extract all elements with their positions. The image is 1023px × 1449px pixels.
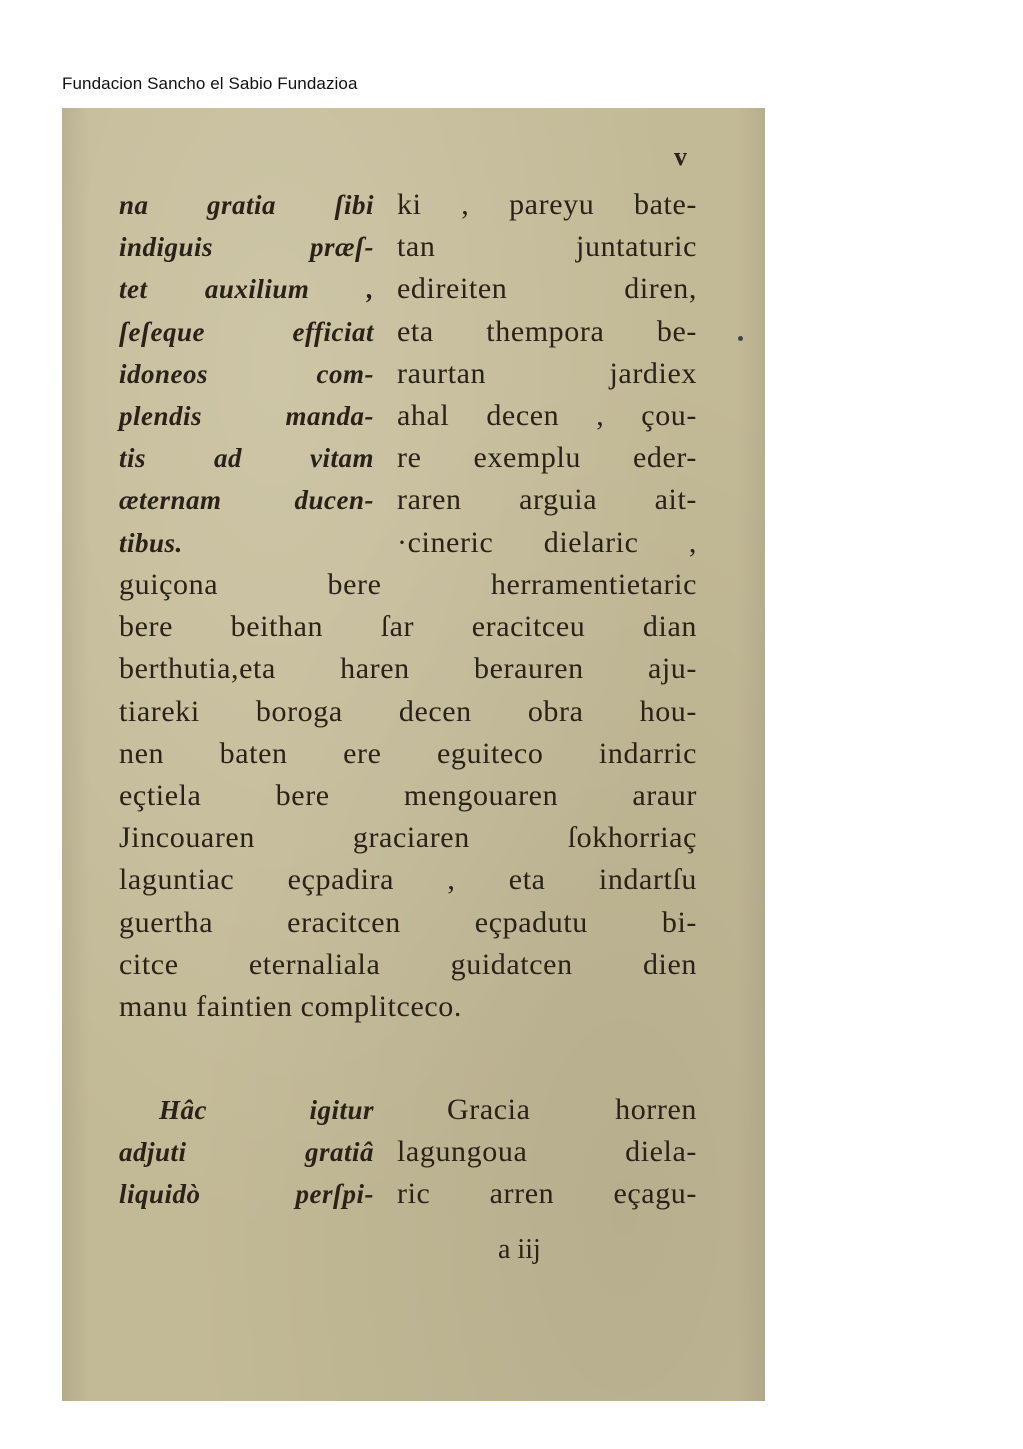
latin-line: idoneos com- bbox=[119, 358, 374, 389]
basque-column-bottom bbox=[397, 1089, 697, 1216]
latin-line: tis ad vitam bbox=[119, 443, 374, 474]
basque-line: eta thempora be- bbox=[397, 314, 697, 348]
latin-line: tet auxilium , bbox=[119, 274, 374, 305]
basque-line: laguntiac eçpadira , eta indartſu bbox=[119, 863, 697, 897]
basque-line: ·cineric dielaric , bbox=[397, 525, 697, 559]
basque-line: ahal decen , çou- bbox=[397, 398, 697, 432]
basque-line: raren arguia ait- bbox=[397, 483, 697, 517]
latin-column-bottom bbox=[119, 1089, 374, 1216]
basque-line: nen baten ere eguiteco indarric bbox=[119, 736, 697, 770]
latin-line: tibus. bbox=[119, 527, 183, 558]
source-header: Fundacion Sancho el Sabio Fundazioa bbox=[62, 74, 358, 93]
basque-line: guiçona bere herramentietaric bbox=[119, 568, 697, 601]
basque-line: lagungoua diela- bbox=[397, 1135, 697, 1169]
basque-line: re exemplu eder- bbox=[397, 441, 697, 475]
basque-line: guertha eracitcen eçpadutu bi- bbox=[119, 905, 697, 939]
latin-line: indiguis præſ- bbox=[119, 232, 374, 263]
latin-line: ſeſeque efficiat bbox=[119, 316, 374, 347]
basque-line: Jincouaren graciaren ſokhorriaç bbox=[119, 821, 697, 855]
basque-line: berthutia,eta haren berauren aju- bbox=[119, 652, 697, 686]
page-number: v bbox=[674, 142, 687, 171]
basque-line: tan juntaturic bbox=[397, 230, 697, 264]
latin-line: plendis manda- bbox=[119, 400, 374, 431]
basque-line: Gracia horren bbox=[447, 1093, 697, 1126]
scanned-book-page bbox=[62, 108, 765, 1401]
latin-line: na gratia ſibi bbox=[119, 190, 374, 220]
latin-line: æternam ducen- bbox=[119, 485, 374, 516]
basque-full-width-text bbox=[119, 564, 697, 1028]
basque-line: bere beithan ſar eracitceu dian bbox=[119, 610, 697, 644]
basque-line: ric arren eçagu- bbox=[397, 1177, 697, 1211]
speck-mark bbox=[738, 336, 743, 341]
latin-line: Hâc igitur bbox=[159, 1095, 374, 1125]
basque-line: raurtan jardiex bbox=[397, 356, 697, 390]
basque-line: citce eternaliala guidatcen dien bbox=[119, 947, 697, 981]
latin-column-top bbox=[119, 184, 374, 564]
latin-line: adjuti gratiâ bbox=[119, 1137, 374, 1168]
basque-line: edireiten diren, bbox=[397, 272, 697, 306]
basque-column-top bbox=[397, 184, 697, 564]
basque-line: ki , pareyu bate- bbox=[397, 188, 697, 221]
basque-line: tiareki boroga decen obra hou- bbox=[119, 694, 697, 728]
basque-line: manu faintien complitceco. bbox=[119, 989, 462, 1023]
latin-line: liquidò perſpi- bbox=[119, 1179, 374, 1210]
signature-mark: a iij bbox=[498, 1234, 541, 1265]
basque-line: eçtiela bere mengouaren araur bbox=[119, 778, 697, 812]
